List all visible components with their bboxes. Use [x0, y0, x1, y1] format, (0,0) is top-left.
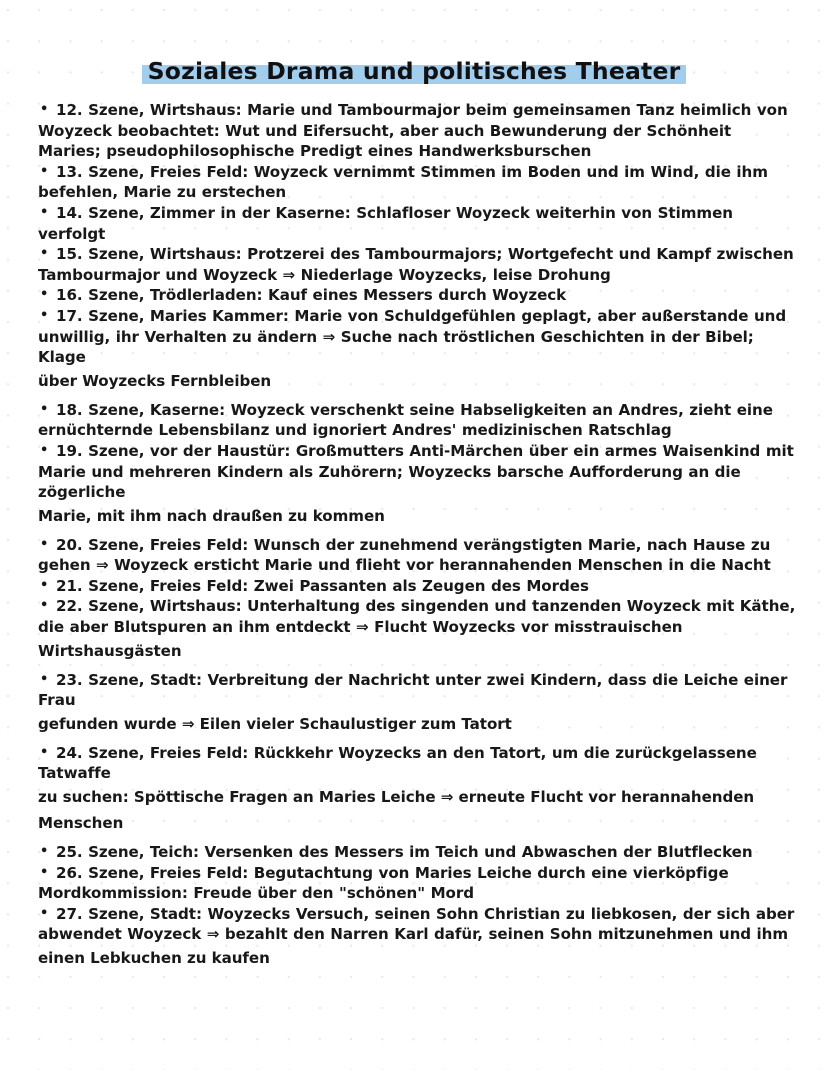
list-item — [38, 162, 796, 203]
list-item — [38, 400, 796, 441]
list-item — [38, 441, 796, 503]
list-item — [38, 285, 796, 306]
page-title — [142, 56, 687, 85]
list-item-text: 20. Szene, Freies Feld: Wunsch der zunehmend verängstigten Marie, nach Hause zu gehen ⇒ Woyzeck ersticht Marie und flieht vor herannahenden Menschen in die Nacht — [38, 535, 771, 575]
list-item — [38, 743, 796, 784]
bullet-icon: • — [40, 163, 49, 179]
list-item-text: 21. Szene, Freies Feld: Zwei Passanten als Zeugen des Mordes — [56, 576, 589, 595]
list-item — [38, 842, 796, 863]
list-item-text: 23. Szene, Stadt: Verbreitung der Nachricht unter zwei Kindern, dass die Leiche einer Frau — [38, 670, 788, 710]
bullet-icon: • — [40, 246, 49, 262]
list-item-continuation: Marie, mit ihm nach draußen zu kommen — [38, 506, 385, 525]
list-item — [38, 100, 796, 162]
list-item-text: 19. Szene, vor der Haustür: Großmutters Anti-Märchen über ein armes Waisenkind mit Marie und mehreren Kindern als Zuhörern; Woyzecks barsche Aufforderung an die zögerliche — [38, 441, 794, 502]
bullet-icon: • — [40, 102, 49, 117]
list-item-text: 18. Szene, Kaserne: Woyzeck verschenkt seine Habseligkeiten an Andres, zieht eine ernüchternde Lebensbilanz und ignoriert Andres' medizinischen Ratschlag — [38, 400, 773, 440]
list-item — [38, 535, 796, 576]
bullet-icon: • — [40, 844, 49, 860]
bullet-icon: • — [40, 287, 49, 303]
list-item — [38, 244, 796, 285]
list-item-continuation: einen Lebkuchen zu kaufen — [38, 949, 270, 967]
list-item — [38, 670, 796, 711]
bullet-icon: • — [40, 307, 49, 323]
page-title-container — [0, 40, 828, 101]
scene-summary-list — [38, 100, 796, 971]
list-item-text: 12. Szene, Wirtshaus: Marie und Tambourmajor beim gemeinsamen Tanz heimlich von Woyzeck beobachtet: Wut und Eifersucht, aber auch Bewunderung der Schönheit Maries; pseudophilosophische Predigt eines Handwerksburschen — [38, 101, 788, 161]
list-item-text: 26. Szene, Freies Feld: Begutachtung von Maries Leiche durch eine vierköpfige Mordkommission: Freude über den "schönen" Mord — [38, 863, 729, 903]
bullet-icon: • — [40, 671, 49, 687]
list-item-text: 16. Szene, Trödlerladen: Kauf eines Messers durch Woyzeck — [56, 286, 567, 305]
bullet-icon: • — [40, 744, 49, 760]
list-item-continuation: Wirtshausgästen — [38, 641, 182, 660]
bullet-icon: • — [40, 905, 49, 921]
bullet-icon: • — [40, 204, 49, 220]
list-item-text: 14. Szene, Zimmer in der Kaserne: Schlafloser Woyzeck weiterhin von Stimmen verfolgt — [38, 203, 733, 243]
bullet-icon: • — [40, 536, 49, 552]
list-item — [38, 596, 796, 637]
list-item-text: 17. Szene, Maries Kammer: Marie von Schuldgefühlen geplagt, aber außerstande und unwillig, ihr Verhalten zu ändern ⇒ Suche nach tröstlichen Geschichten in der Bibel; Klage — [38, 306, 787, 367]
list-item-continuation: gefunden wurde ⇒ Eilen vieler Schaulustiger zum Tatort — [38, 714, 512, 733]
list-item-text: 13. Szene, Freies Feld: Woyzeck vernimmt Stimmen im Boden und im Wind, die ihm befehlen, Marie zu erstechen — [38, 162, 768, 202]
bullet-icon: • — [40, 442, 49, 458]
bullet-icon: • — [40, 598, 49, 614]
list-item-text: 15. Szene, Wirtshaus: Protzerei des Tambourmajors; Wortgefecht und Kampf zwischen Tambourmajor und Woyzeck ⇒ Niederlage Woyzecks, leise Drohung — [38, 245, 794, 284]
list-item-continuation: zu suchen: Spöttische Fragen an Maries Leiche ⇒ erneute Flucht vor herannahenden Menschen — [38, 788, 755, 833]
list-item — [38, 576, 796, 597]
list-item-continuation: über Woyzecks Fernbleiben — [38, 371, 272, 390]
list-item — [38, 306, 796, 368]
list-item-text: 22. Szene, Wirtshaus: Unterhaltung des singenden und tanzenden Woyzeck mit Käthe, die aber Blutspuren an ihm entdeckt ⇒ Flucht Woyzecks vor misstrauischen — [38, 597, 796, 637]
bullet-icon: • — [40, 401, 49, 417]
bullet-icon: • — [40, 577, 49, 593]
page-title-text: Soziales Drama und politisches Theater — [147, 56, 681, 85]
list-item — [38, 203, 796, 244]
list-item — [38, 863, 796, 904]
list-item-text: 25. Szene, Teich: Versenken des Messers im Teich und Abwaschen der Blutflecken — [56, 843, 753, 862]
list-item-text: 27. Szene, Stadt: Woyzecks Versuch, seinen Sohn Christian zu liebkosen, der sich aber abwendet Woyzeck ⇒ bezahlt den Narren Karl dafür, seinen Sohn mitzunehmen und ihm — [38, 904, 795, 944]
list-item-text: 24. Szene, Freies Feld: Rückkehr Woyzecks an den Tatort, um die zurückgelassene Tatwaffe — [38, 743, 757, 783]
bullet-icon: • — [40, 864, 49, 880]
list-item — [38, 904, 796, 945]
